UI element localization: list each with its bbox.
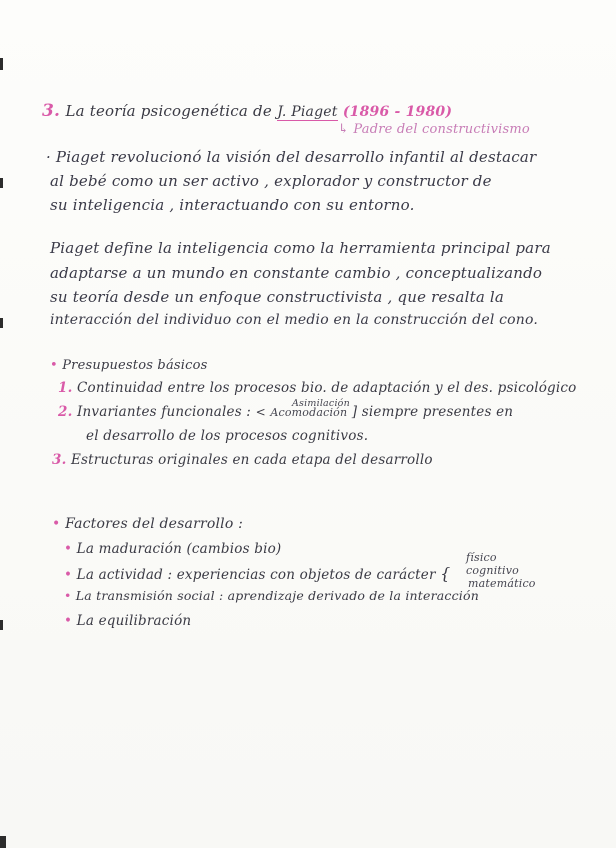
factor-text: La actividad : experiencias con objetos de carácter — [76, 567, 436, 583]
invariantes-acomodacion: Acomodación — [270, 406, 348, 419]
factor-item-3 — [64, 588, 479, 603]
heading-years: (1896 - 1980) — [342, 104, 453, 120]
paragraph-1-line-1: · Piaget revolucionó la visión del desarrollo infantil al destacar — [46, 148, 537, 166]
factor-option-matematico: matemático — [468, 577, 536, 590]
presupuestos-heading — [50, 358, 208, 373]
item-text-continued: ] siempre presentes en — [351, 404, 514, 420]
presupuesto-item-3 — [52, 452, 433, 468]
paragraph-2-line-1: Piaget define la inteligencia como la herramienta principal para — [50, 239, 551, 257]
heading-number: 3. — [42, 101, 61, 121]
paragraph-1-line-3: su inteligencia , interactuando con su entorno. — [50, 196, 415, 214]
bullet-dot: • — [64, 613, 73, 629]
page-edge-mark — [0, 58, 3, 70]
presupuesto-item-2-line-2: el desarrollo de los procesos cognitivos. — [86, 428, 369, 444]
presupuestos-heading-text: Presupuestos básicos — [62, 358, 208, 373]
invariantes-bracket: < — [255, 405, 266, 419]
paragraph-1-line-2: al bebé como un ser activo , explorador y constructor de — [50, 172, 492, 190]
item-text: Estructuras originales en cada etapa del desarrollo — [71, 452, 433, 468]
factor-item-1 — [64, 541, 281, 557]
heading — [42, 101, 452, 121]
heading-text: La teoría psicogenética de — [65, 102, 272, 120]
paragraph-2-line-2: adaptarse a un mundo en constante cambio , conceptualizando — [50, 264, 543, 282]
bullet-dot: • — [52, 516, 61, 532]
factor-item-2 — [64, 564, 451, 583]
factor-brace: { — [440, 564, 451, 583]
bullet-dot: • — [64, 567, 73, 583]
presupuesto-item-1 — [58, 380, 577, 396]
item-number: 3. — [52, 452, 67, 468]
page-edge-mark — [0, 836, 6, 848]
bullet-dot: • — [64, 588, 72, 603]
factor-text: La equilibración — [76, 613, 192, 629]
page-edge-mark — [0, 178, 3, 188]
page-edge-mark — [0, 620, 3, 630]
bullet-dot: • — [64, 541, 73, 557]
item-text: Continuidad entre los procesos bio. de adaptación y el des. psicológico — [77, 380, 577, 396]
factores-heading — [52, 516, 243, 532]
heading-note: ↳ Padre del constructivismo — [338, 122, 530, 137]
paragraph-2-line-3: su teoría desde un enfoque constructivista , que resalta la — [50, 288, 505, 306]
page-edge-mark — [0, 318, 3, 328]
presupuesto-item-2 — [58, 404, 513, 420]
factor-item-4 — [64, 613, 191, 629]
factor-option-fisico: físico — [466, 551, 497, 564]
item-text: Invariantes funcionales : — [77, 404, 252, 420]
heading-author: J. Piaget — [277, 104, 338, 120]
item-number: 1. — [58, 380, 73, 396]
invariantes-asimilacion: Asimilación — [292, 398, 350, 409]
factor-text: La maduración (cambios bio) — [76, 541, 282, 557]
item-number: 2. — [58, 404, 73, 420]
paragraph-2-line-4: interacción del individuo con el medio en la construcción del cono. — [50, 312, 539, 328]
factor-text: La transmisión social : aprendizaje derivado de la interacción — [75, 588, 479, 603]
factor-option-cognitivo: cognitivo — [466, 564, 520, 577]
bullet-dot: • — [50, 358, 58, 373]
factores-heading-text: Factores del desarrollo : — [65, 516, 244, 532]
